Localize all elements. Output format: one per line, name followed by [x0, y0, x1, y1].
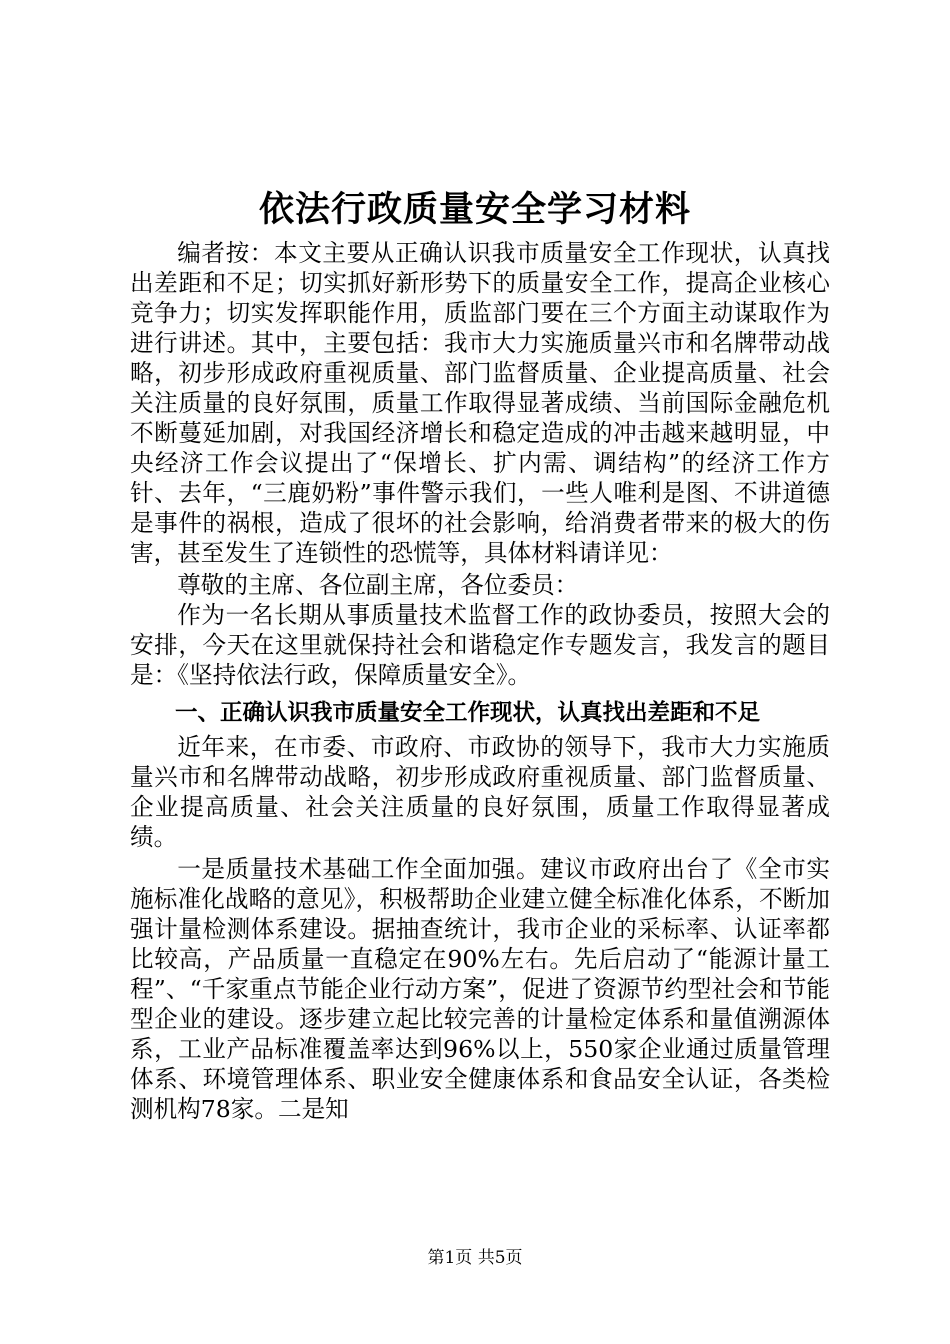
document-body	[130, 238, 830, 1124]
body-paragraph: 一是质量技术基础工作全面加强。建议市政府出台了《全市实施标准化战略的意见》，积极帮助企业建立健全标准化体系，不断加强计量检测体系建设。据抽查统计，我市企业的采标率、认证率都比较高，产品质量一直稳定在90%左右。先后启动了“能源计量工程”、“千家重点节能企业行动方案”，促进了资源节约型社会和节能型企业的建设。逐步建立起比较完善的计量检定体系和量值溯源体系，工业产品标准覆盖率达到96%以上，550家企业通过质量管理体系、环境管理体系、职业安全健康体系和食品安全认证，各类检测机构78家。二是知	[130, 855, 830, 1123]
document-title: 依法行政质量安全学习材料	[258, 189, 691, 230]
editor-note-paragraph: 编者按：本文主要从正确认识我市质量安全工作现状，认真找出差距和不足；切实抓好新形势下的质量安全工作，提高企业核心竞争力；切实发挥职能作用，质监部门要在三个方面主动谋取作为进行讲述。其中，主要包括：我市大力实施质量兴市和名牌带动战略，初步形成政府重视质量、部门监督质量、企业提高质量、社会关注质量的良好氛围，质量工作取得显著成绩、当前国际金融危机不断蔓延加剧，对我国经济增长和稳定造成的冲击越来越明显，中央经济工作会议提出了“保增长、扩内需、调结构”的经济工作方针、去年，“三鹿奶粉”事件警示我们，一些人唯利是图、不讲道德是事件的祸根，造成了很坏的社会影响，给消费者带来的极大的伤害，甚至发生了连锁性的恐慌等，具体材料请详见：	[130, 239, 830, 567]
body-paragraph: 近年来，在市委、市政府、市政协的领导下，我市大力实施质量兴市和名牌带动战略，初步形成政府重视质量、部门监督质量、企业提高质量、社会关注质量的良好氛围，质量工作取得显著成绩。	[130, 733, 830, 851]
section-heading: 一、正确认识我市质量安全工作现状，认真找出差距和不足	[175, 700, 761, 726]
intro-paragraph: 作为一名长期从事质量技术监督工作的政协委员，按照大会的安排，今天在这里就保持社会和谐稳定作专题发言，我发言的题目是：《坚持依法行政，保障质量安全》。	[130, 601, 830, 689]
salutation-paragraph: 尊敬的主席、各位副主席，各位委员：	[177, 571, 579, 599]
page-number-footer: 第1页 共5页	[427, 1248, 523, 1268]
